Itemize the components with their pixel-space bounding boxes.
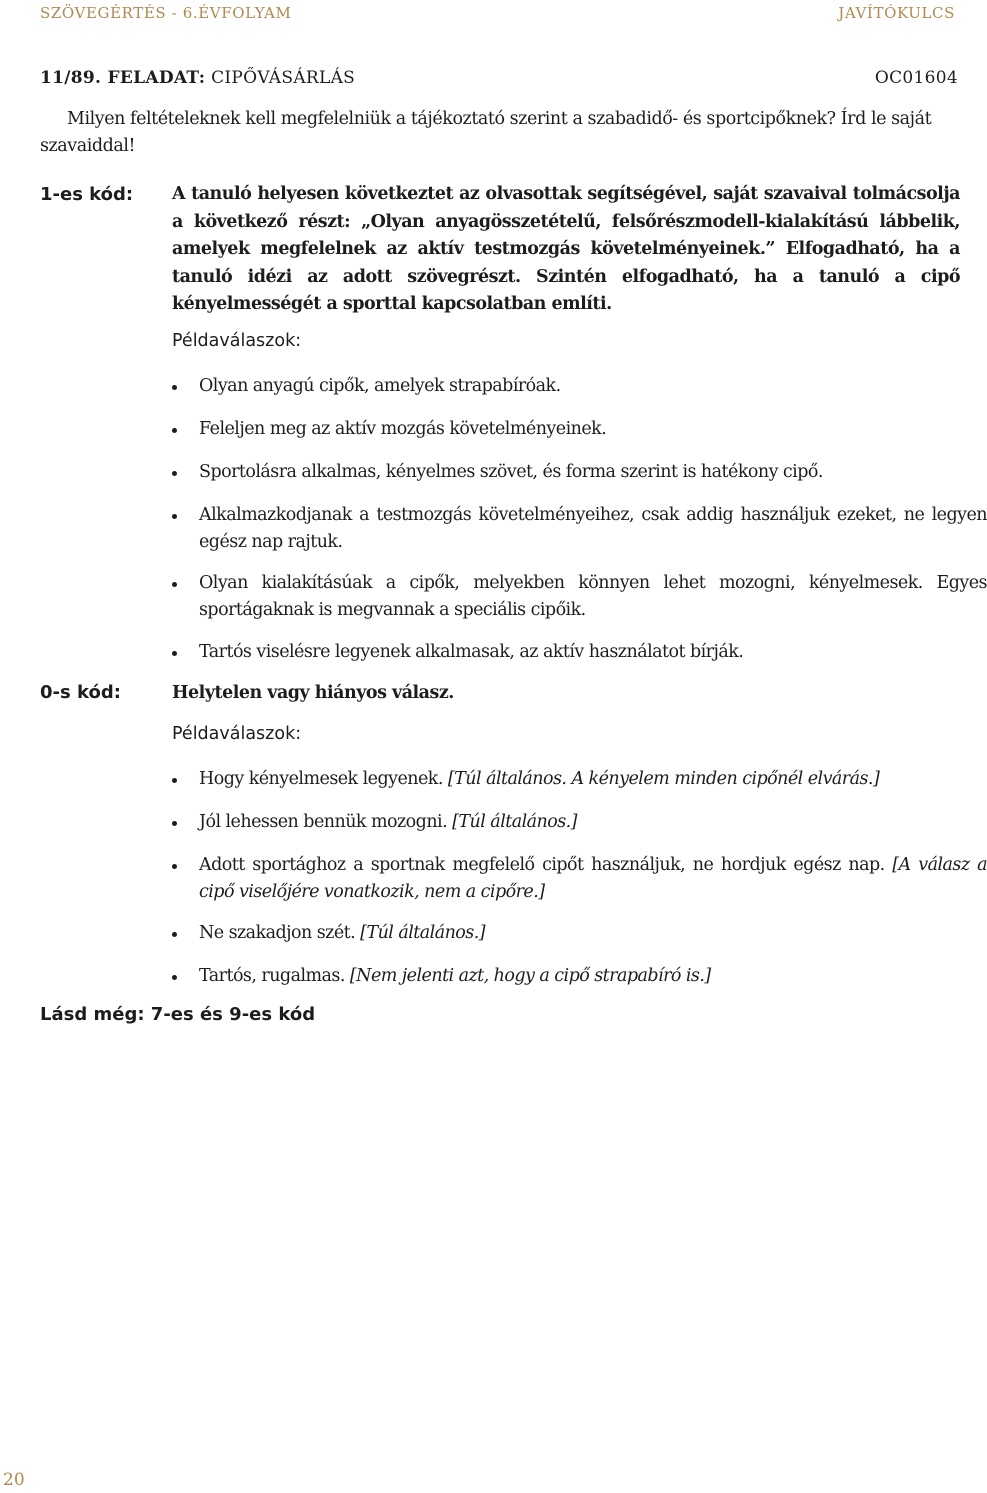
list-item: Tartós viselésre legyenek alkalmasak, az aktív használatot bírják. <box>172 639 987 666</box>
task-number: 11/89. FELADAT: <box>40 68 206 88</box>
list-item: Ne szakadjon szét. [Túl általános.] <box>172 920 987 947</box>
code0-examples-label: Példaválaszok: <box>172 724 302 744</box>
code1-examples-label: Példaválaszok: <box>172 331 302 351</box>
list-item: Adott sportághoz a sportnak megfelelő cipőt használjuk, ne hordjuk egész nap. [A válasz a cipő viselőjére vonatkozik, nem a cipőre.] <box>172 852 987 906</box>
task-heading <box>40 68 355 88</box>
list-item: Olyan anyagú cipők, amelyek strapabíróak. <box>172 373 987 400</box>
code0-label: 0-s kód: <box>40 682 121 703</box>
list-item: Sportolásra alkalmas, kényelmes szövet, és forma szerint is hatékony cipő. <box>172 459 987 486</box>
list-item: Hogy kényelmesek legyenek. [Túl általános. A kényelem minden cipőnél elvárás.] <box>172 766 987 793</box>
task-title <box>40 68 958 88</box>
see-also-note: Lásd még: 7-es és 9-es kód <box>40 1004 316 1025</box>
code1-description: A tanuló helyesen következtet az olvasottak segítségével, saját szavaival tolmácsolja a következő részt: „Olyan anyagösszetételű, felsőrészmodell-kialakítású lábbelik, amelyek megfelelnek az aktív testmozgás követelményeinek.” Elfogadható, ha a tanuló idézi az adott szövegrészt. Szintén elfogadható, ha a tanuló a cipő kényelmességét a sporttal kapcsolatban említi. <box>172 184 960 314</box>
task-name: CIPŐVÁSÁRLÁS <box>211 68 356 88</box>
list-item: Feleljen meg az aktív mozgás követelményeinek. <box>172 416 987 443</box>
list-item: Jól lehessen bennük mozogni. [Túl általános.] <box>172 809 987 836</box>
task-code: OC01604 <box>874 68 958 88</box>
page-number: 20 <box>3 1470 25 1490</box>
code0-description: Helytelen vagy hiányos válasz. <box>172 683 454 703</box>
header-subject: SZÖVEGÉRTÉS - 6.ÉVFOLYAM <box>40 4 292 22</box>
header-doc-type: JAVÍTÓKULCS <box>838 4 955 22</box>
list-item: Olyan kialakításúak a cipők, melyekben könnyen lehet mozogni, kényelmesek. Egyes sportágaknak is megvannak a speciális cipőik. <box>172 570 987 624</box>
list-item: Alkalmazkodjanak a testmozgás követelményeihez, csak addig használjuk ezeket, ne legyen egész nap rajtuk. <box>172 502 987 556</box>
page-header <box>40 4 955 22</box>
list-item: Tartós, rugalmas. [Nem jelenti azt, hogy a cipő strapabíró is.] <box>172 963 987 990</box>
task-question: Milyen feltételeknek kell megfelelniük a tájékoztató szerint a szabadidő- és sportcipőknek? Írd le saját szavaiddal! <box>40 109 932 156</box>
code1-label: 1-es kód: <box>40 184 134 205</box>
